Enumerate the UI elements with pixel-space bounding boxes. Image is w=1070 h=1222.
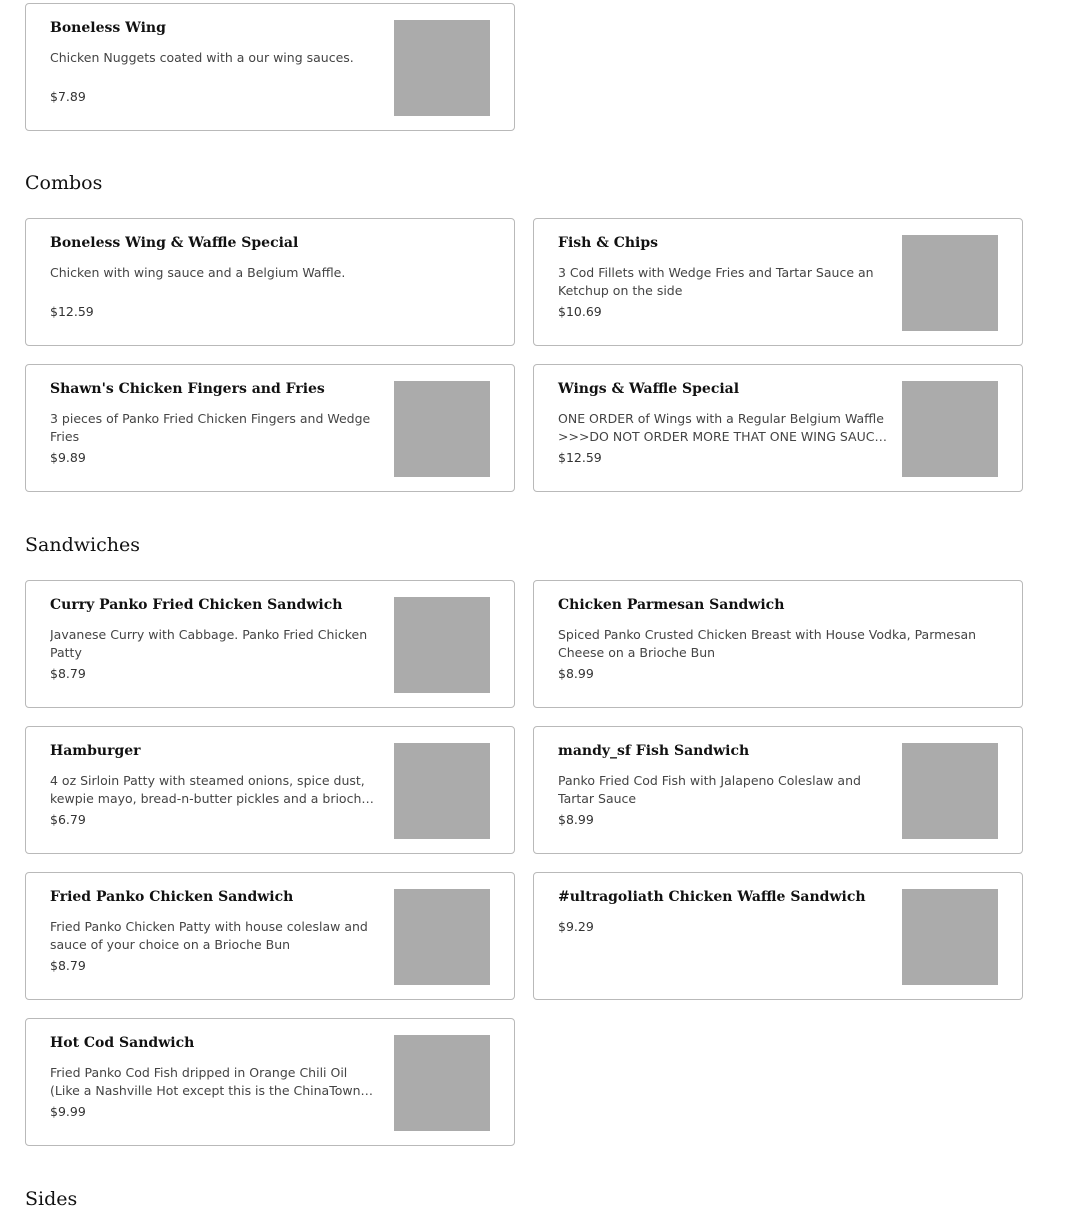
menu-item-description: Spiced Panko Crusted Chicken Breast with House Vodka, Parmesan Cheese on a Brioche Bun bbox=[558, 627, 977, 660]
menu-item-image bbox=[394, 743, 490, 839]
menu-item-name: Hot Cod Sandwich bbox=[50, 1035, 195, 1051]
menu-item-price: $7.89 bbox=[50, 89, 86, 104]
menu-item-description: Chicken with wing sauce and a Belgium Waffle. bbox=[50, 265, 346, 280]
menu-item-name: Chicken Parmesan Sandwich bbox=[558, 597, 785, 613]
menu-item-name: Boneless Wing & Waffle Special bbox=[50, 235, 299, 251]
menu-item-card[interactable] bbox=[25, 364, 515, 492]
menu-item-card[interactable] bbox=[25, 872, 515, 1000]
menu-item-price: $9.89 bbox=[50, 450, 86, 465]
menu-item-card[interactable] bbox=[25, 218, 515, 346]
menu-item-price: $9.29 bbox=[558, 919, 594, 934]
menu-item-description: Javanese Curry with Cabbage. Panko Fried Chicken Patty bbox=[50, 627, 368, 660]
menu-item-description: 4 oz Sirloin Patty with steamed onions, spice dust, kewpie mayo, bread-n-butter pickles and a brioche bbox=[50, 773, 370, 806]
menu-item-image bbox=[394, 381, 490, 477]
menu-item-price: $12.59 bbox=[558, 450, 602, 465]
menu-item-price: $8.79 bbox=[50, 958, 86, 973]
menu-item-card[interactable] bbox=[25, 580, 515, 708]
menu-item-description: ONE ORDER of Wings with a Regular Belgium Waffle >>>DO NOT ORDER MORE THAT ONE WING SAUCE bbox=[558, 411, 884, 444]
menu-item-image bbox=[902, 235, 998, 331]
menu-item-name: #ultragoliath Chicken Waffle Sandwich bbox=[558, 889, 866, 905]
menu-item-image bbox=[394, 1035, 490, 1131]
menu-item-name: Boneless Wing bbox=[50, 20, 166, 36]
menu-item-description: 3 pieces of Panko Fried Chicken Fingers and Wedge Fries bbox=[50, 411, 371, 444]
menu-item-description: Panko Fried Cod Fish with Jalapeno Coleslaw and Tartar Sauce bbox=[558, 773, 861, 806]
menu-item-price: $12.59 bbox=[50, 304, 94, 319]
section-title-combos: Combos bbox=[25, 172, 103, 194]
menu-item-card[interactable] bbox=[25, 1018, 515, 1146]
menu-item-description: 3 Cod Fillets with Wedge Fries and Tartar Sauce an Ketchup on the side bbox=[558, 265, 874, 298]
menu-item-image bbox=[902, 743, 998, 839]
menu-item-price: $8.79 bbox=[50, 666, 86, 681]
menu-item-image bbox=[902, 381, 998, 477]
menu-item-card[interactable] bbox=[533, 872, 1023, 1000]
menu-item-description: Fried Panko Chicken Patty with house coleslaw and sauce of your choice on a Brioche Bun bbox=[50, 919, 368, 952]
menu-item-image bbox=[394, 889, 490, 985]
menu-item-name: Fried Panko Chicken Sandwich bbox=[50, 889, 294, 905]
menu-item-card[interactable] bbox=[533, 364, 1023, 492]
menu-item-name: Wings & Waffle Special bbox=[558, 381, 740, 397]
section-title-sandwiches: Sandwiches bbox=[25, 534, 140, 556]
menu-item-name: Fish & Chips bbox=[558, 235, 659, 251]
menu-item-price: $6.79 bbox=[50, 812, 86, 827]
menu-item-card[interactable] bbox=[533, 218, 1023, 346]
menu-item-name: mandy_sf Fish Sandwich bbox=[558, 743, 750, 759]
menu-item-name: Shawn's Chicken Fingers and Fries bbox=[50, 381, 325, 397]
menu-item-image bbox=[902, 889, 998, 985]
menu-item-card[interactable] bbox=[533, 726, 1023, 854]
section-title-sides: Sides bbox=[25, 1188, 78, 1210]
menu-item-description: Chicken Nuggets coated with a our wing sauces. bbox=[50, 50, 354, 65]
menu-item-image bbox=[394, 20, 490, 116]
menu-item-card[interactable] bbox=[533, 580, 1023, 708]
menu-item-card[interactable] bbox=[25, 3, 515, 131]
menu-item-price: $10.69 bbox=[558, 304, 602, 319]
menu-item-description: Fried Panko Cod Fish dripped in Orange Chili Oil (Like a Nashville Hot except this is the ChinaTown bbox=[50, 1065, 361, 1098]
menu-item-card[interactable] bbox=[25, 726, 515, 854]
menu-item-price: $8.99 bbox=[558, 812, 594, 827]
menu-item-image bbox=[394, 597, 490, 693]
menu-item-name: Hamburger bbox=[50, 743, 141, 759]
menu-item-name: Curry Panko Fried Chicken Sandwich bbox=[50, 597, 343, 613]
menu-item-price: $9.99 bbox=[50, 1104, 86, 1119]
menu-item-price: $8.99 bbox=[558, 666, 594, 681]
